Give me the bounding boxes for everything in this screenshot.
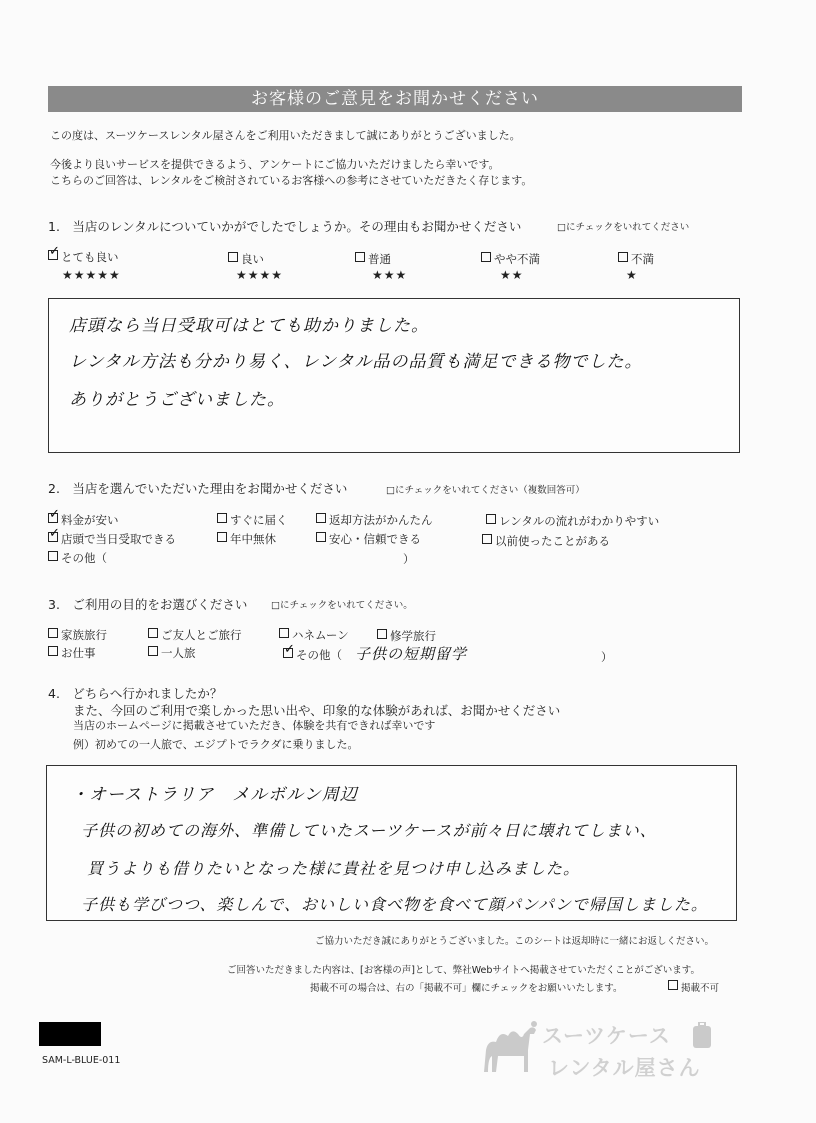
- option-label: 掲載不可: [681, 983, 720, 994]
- option-label: その他（: [296, 648, 342, 662]
- stars-5: ★★★★★: [62, 268, 121, 282]
- option-label: 店頭で当日受取できる: [61, 532, 176, 546]
- option-label: その他（: [61, 551, 107, 565]
- q4-answer-line-2: 子供の初めての海外、準備していたスーツケースが前々日に壊れてしまい、: [81, 821, 657, 840]
- q3-other-answer: 子供の短期留学: [355, 645, 468, 663]
- q2-option-other[interactable]: [48, 550, 107, 566]
- checkbox[interactable]: [48, 646, 58, 656]
- intro-line-3: こちらのご回答は、レンタルをご検討されているお客様への参考にさせていただきたく存じます。: [50, 174, 533, 187]
- q3-option-honeymoon[interactable]: [279, 627, 349, 643]
- checkbox[interactable]: [482, 534, 492, 544]
- option-label: 料金が安い: [61, 513, 119, 527]
- checkbox[interactable]: [316, 513, 326, 523]
- footer-publish-note: ご回答いただきました内容は、[お客様の声]として、弊社Webサイトへ掲載させていただくことがございます。: [227, 965, 701, 976]
- option-label: 安心・信頼できる: [329, 532, 421, 546]
- q3-option-trip-with-friends[interactable]: [148, 627, 242, 643]
- option-label: ご友人とご旅行: [161, 628, 242, 642]
- option-label: やや不満: [494, 252, 540, 266]
- option-label: 年中無休: [230, 532, 276, 546]
- checkbox[interactable]: [48, 628, 58, 638]
- q2-note: □にチェックをいれてください（複数回答可）: [386, 485, 585, 496]
- option-label: 修学旅行: [390, 629, 436, 643]
- checkbox-checked[interactable]: [283, 648, 293, 658]
- q1-option-unsatisfied[interactable]: [618, 251, 654, 267]
- checkbox[interactable]: [228, 252, 238, 262]
- q4-answer-box[interactable]: [46, 765, 737, 921]
- option-label: 不満: [631, 252, 654, 266]
- stars-3: ★★★: [372, 268, 408, 282]
- checkbox[interactable]: [217, 532, 227, 542]
- q2-option-easy-return[interactable]: [316, 512, 433, 528]
- footer-thanks: ご協力いただき誠にありがとうございました。このシートは返却時に一緒にお返しください。: [315, 936, 715, 947]
- q2-other-close: ）: [403, 552, 415, 566]
- q1-option-somewhat-unsatisfied[interactable]: [481, 251, 540, 267]
- option-label: 一人旅: [161, 646, 196, 660]
- q3-option-school-trip[interactable]: [377, 628, 436, 644]
- checkbox[interactable]: [355, 252, 365, 262]
- q1-option-average[interactable]: [355, 251, 391, 267]
- checkbox[interactable]: [148, 628, 158, 638]
- option-label: ハネムーン: [292, 628, 349, 642]
- q4-question: 4. どちらへ行かれましたか？: [48, 686, 223, 701]
- q4-answer-line-3: 買うよりも借りたいとなった様に貴社を見つけ申し込みました。: [87, 859, 581, 878]
- checkbox[interactable]: [481, 252, 491, 262]
- q4-answer-line-4: 子供も学びつつ、楽しんで、おいしい食べ物を食べて顔パンパンで帰国しました。: [81, 895, 708, 914]
- checkbox[interactable]: [668, 980, 678, 990]
- checkbox[interactable]: [279, 628, 289, 638]
- q4-line-3: 当店のホームページに掲載させていただき、体験を共有できれば幸いです: [73, 719, 436, 732]
- suitcase-icon: [692, 1022, 712, 1050]
- checkbox[interactable]: [217, 513, 227, 523]
- checkbox[interactable]: [618, 252, 628, 262]
- q3-option-other[interactable]: [283, 647, 342, 663]
- q2-option-clear-flow[interactable]: [486, 513, 659, 529]
- option-label: 返却方法がかんたん: [329, 513, 433, 527]
- q3-option-business[interactable]: [48, 645, 96, 661]
- q1-option-very-good[interactable]: [48, 249, 119, 265]
- q2-question: 2. 当店を選んでいただいた理由をお聞かせください: [48, 481, 348, 496]
- q2-option-same-day-pickup[interactable]: [48, 531, 176, 547]
- q3-option-family-trip[interactable]: [48, 627, 107, 643]
- option-label: 以前使ったことがある: [495, 534, 610, 548]
- logo-line-1: スーツケース: [542, 1024, 671, 1048]
- page-title: お客様のご意見をお聞かせください: [48, 86, 742, 112]
- stars-4: ★★★★: [236, 268, 284, 282]
- q4-example: 例）初めての一人旅で、エジプトでラクダに乗りました。: [73, 738, 359, 751]
- camel-icon: [478, 1020, 540, 1078]
- checkbox-checked[interactable]: [48, 513, 58, 523]
- intro-line-2: 今後より良いサービスを提供できるよう、アンケートにご協力いただけましたら幸いです。: [50, 158, 500, 171]
- q2-option-fast-delivery[interactable]: [217, 512, 288, 528]
- option-label: とても良い: [61, 250, 119, 264]
- option-label: お仕事: [61, 646, 96, 660]
- q4-answer-line-1: ・オーストラリア メルボルン周辺: [71, 785, 358, 805]
- q1-answer-box[interactable]: [48, 298, 740, 453]
- no-publish-checkbox[interactable]: [668, 981, 719, 996]
- q1-answer-line-1: 店頭なら当日受取可はとても助かりました。: [69, 316, 429, 336]
- company-logo: [478, 1014, 718, 1082]
- q1-question: 1. 当店のレンタルについていかがでしたでしょうか。その理由もお聞かせください: [48, 219, 522, 234]
- q3-option-solo-trip[interactable]: [148, 645, 196, 661]
- q4-line-2: また、今回のご利用で楽しかった思い出や、印象的な体験があれば、お聞かせください: [73, 703, 561, 718]
- option-label: 普通: [368, 252, 391, 266]
- q3-question: 3. ご利用の目的をお選びください: [48, 597, 248, 612]
- q1-answer-line-3: ありがとうございました。: [69, 390, 285, 410]
- q2-option-trustworthy[interactable]: [316, 531, 421, 547]
- q3-other-close: ）: [601, 650, 613, 664]
- redacted-block: [39, 1022, 101, 1046]
- q2-option-used-before[interactable]: [482, 533, 610, 549]
- intro-line-1: この度は、スーツケースレンタル屋さんをご利用いただきまして誠にありがとうございました。: [50, 129, 521, 142]
- checkbox[interactable]: [48, 551, 58, 561]
- option-label: レンタルの流れがわかりやすい: [499, 514, 660, 528]
- q3-note: □にチェックをいれてください。: [271, 600, 413, 611]
- checkbox-checked[interactable]: [48, 250, 58, 260]
- form-code: SAM-L-BLUE-011: [42, 1055, 121, 1066]
- q1-note: □にチェックをいれてください: [557, 222, 690, 233]
- checkbox-checked[interactable]: [48, 532, 58, 542]
- q2-option-open-all-year[interactable]: [217, 531, 276, 547]
- checkbox[interactable]: [148, 646, 158, 656]
- checkbox[interactable]: [377, 629, 387, 639]
- q1-answer-line-2: レンタル方法も分かり易く、レンタル品の品質も満足できる物でした。: [69, 352, 643, 372]
- checkbox[interactable]: [316, 532, 326, 542]
- option-label: 良い: [241, 252, 264, 266]
- logo-line-2: レンタル屋さん: [548, 1056, 701, 1080]
- stars-1: ★: [626, 268, 638, 282]
- option-label: すぐに届く: [230, 513, 288, 527]
- checkbox[interactable]: [486, 514, 496, 524]
- q1-option-good[interactable]: [228, 251, 264, 267]
- footer-no-publish-note: 掲載不可の場合は、右の「掲載不可」欄にチェックをお願いいたします。: [310, 983, 623, 994]
- option-label: 家族旅行: [61, 628, 107, 642]
- stars-2: ★★: [500, 268, 524, 282]
